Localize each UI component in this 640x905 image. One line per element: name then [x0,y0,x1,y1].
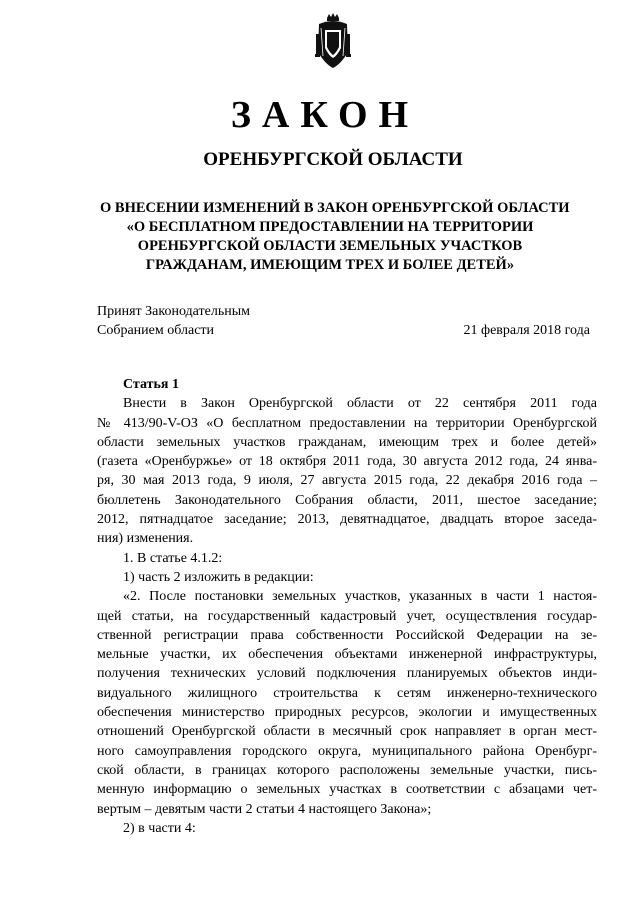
paragraph-line: 2012, пятнадцатое заседание; 2013, девятнадцатое, двадцать второе заседа- [97,512,597,528]
paragraph-line: (газета «Оренбуржье» от 18 октября 2011 года, 30 августа 2012 года, 24 янва- [97,454,597,470]
law-name-line: ОРЕНБУРГСКОЙ ОБЛАСТИ ЗЕМЕЛЬНЫХ УЧАСТКОВ [137,238,523,254]
paragraph-line: ного самоуправления городского округа, муниципального района Оренбург- [97,743,597,759]
paragraph-line: бюллетень Законодательного Собрания области, 2011, шестое заседание; [97,492,597,508]
paragraph-line: области земельных участков гражданам, имеющим трех и более детей» [97,434,597,450]
paragraph-line: щей статьи, на государственный кадастровый учет, осуществления государ- [97,608,597,624]
paragraph-line: получения технических условий подключения планируемых объектов инди- [97,666,597,682]
paragraph-line: 2) в части 4: [123,820,196,836]
adoption-date: 21 февраля 2018 года [463,323,590,338]
paragraph-line: вертым – девятым части 2 статьи 4 настоящего Закона»; [97,801,432,817]
paragraph-line: ской области, в границах которого расположены земельные участки, пись- [97,762,597,778]
law-name [100,199,570,275]
paragraph-line: ственной регистрации права собственности Российской Федерации на зе- [97,627,597,643]
paragraph-line: мельные участки, их обеспечения объектами инженерной инфраструктуры, [97,647,597,663]
coat-of-arms-icon [315,12,351,70]
law-name-line: ГРАЖДАНАМ, ИМЕЮЩИМ ТРЕХ И БОЛЕЕ ДЕТЕЙ» [145,257,515,273]
adoption-line-2: Собранием области [97,323,215,338]
adoption-info [97,302,250,340]
paragraph-line: «2. После постановки земельных участков, указанных в части 1 настоя- [123,589,597,605]
paragraph-line: ря, 30 мая 2013 года, 9 июля, 27 августа 2015 года, 22 декабря 2016 года – [97,473,597,489]
paragraph-line: Внести в Закон Оренбургской области от 22 сентября 2011 года [123,396,597,412]
paragraph-line: 1) часть 2 изложить в редакции: [123,569,314,585]
document-subtitle: ОРЕНБУРГСКОЙ ОБЛАСТИ [203,149,463,170]
article-heading: Статья 1 [123,377,179,392]
article-body [97,375,597,838]
paragraph-line: менную информацию о земельных участках в соответствии с абзацами чет- [97,782,597,798]
paragraph-line: № 413/90-V-ОЗ «О бесплатном предоставлении на территории Оренбургской [97,415,597,431]
document-title: ЗАКОН [230,94,420,136]
paragraph-line: обеспечения министерство природных ресурсов, экологии и имущественных [97,705,597,721]
paragraph-line: 1. В статье 4.1.2: [123,550,223,566]
paragraph-line: ния) изменения. [97,531,194,547]
paragraph-line: отношений Оренбургской области в месячный срок направляет в орган мест- [97,724,597,740]
adoption-line-1: Принят Законодательным [97,304,250,319]
law-name-line: О ВНЕСЕНИИ ИЗМЕНЕНИЙ В ЗАКОН ОРЕНБУРГСКОЙ ОБЛАСТИ [100,200,570,216]
paragraph-line: видуального жилищного строительства к сетям инженерно-технического [97,685,597,701]
law-name-line: «О БЕСПЛАТНОМ ПРЕДОСТАВЛЕНИИ НА ТЕРРИТОРИИ [126,219,534,235]
